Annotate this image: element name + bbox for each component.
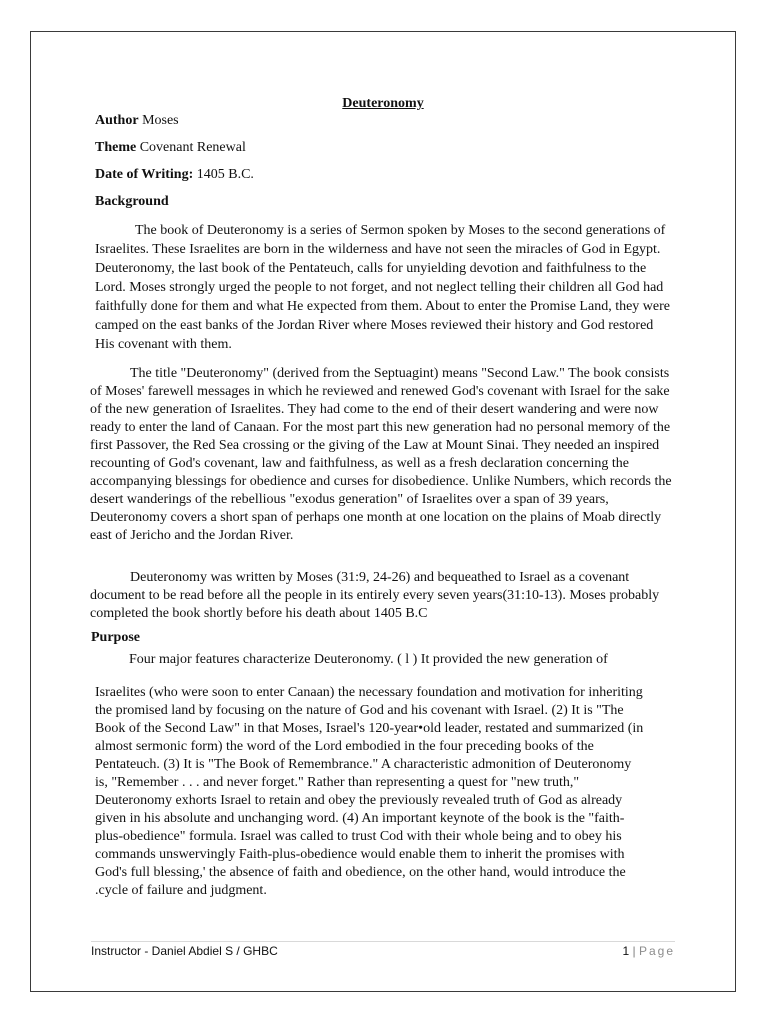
background-paragraph-1-text: The book of Deuteronomy is a series of Sermon spoken by Moses to the second generations of Israelites. These Israelites are born in the wilderness and have not seen the miracles of God in Egypt. Deuteronomy, the last book of the Pentateuch, calls for unyielding devotion and faithfulness to the Lord. Moses strongly urged the people to not forget, and not neglect telling their children all God had faithfully done for them and what He expected from them. About to enter the Promise Land, they were camped on the east banks of the Jordan River where Moses reviewed their history and God restored His covenant with them. (95, 223, 670, 352)
purpose-intro-text: Four major features characterize Deuteronomy. ( l ) It provided the new generation of (129, 652, 608, 667)
page-label: Page (638, 944, 675, 958)
date-label: Date of Writing: (95, 167, 194, 182)
background-paragraph-3-text: Deuteronomy was written by Moses (31:9, 24-26) and bequeathed to Israel as a covenant document to be read before all the people in its entirely every seven years(31:10-13). Moses probably completed the book shortly before his death about 1405 B.C (90, 570, 660, 621)
date-line (95, 167, 254, 183)
page-number: 1 (622, 944, 630, 958)
author-label: Author (95, 113, 139, 128)
author-value: Moses (142, 113, 179, 128)
page-separator: | (632, 944, 636, 958)
purpose-intro (91, 650, 677, 669)
background-paragraph-2 (90, 365, 676, 545)
background-paragraph-2-text: The title "Deuteronomy" (derived from the Septuagint) means "Second Law." The book consists of Moses' farewell messages in which he reviewed and renewed God's covenant with Israel for the sake of the new generation of Israelites. They had come to the end of their desert wandering and were now ready to enter the land of Canaan. For the most part this new generation had no personal memory of the first Passover, the Red Sea crossing or the giving of the Law at Mount Sinai. They needed an inspired recounting of God's covenant, law and faithfulness, as well as a fresh declaration concerning the accompanying blessings for obedience and curses for disobedience. Unlike Numbers, which records the desert wanderings of the rebellious "exodus generation" of Israelites over a span of 39 years, Deuteronomy covers a short span of perhaps one month at one location on the plains of Moab directly east of Jericho and the Jordan River. (90, 366, 672, 543)
footer-page-number (622, 944, 675, 958)
footer-instructor: Instructor - Daniel Abdiel S / GHBC (91, 944, 278, 958)
theme-line (95, 140, 246, 156)
footer-divider (91, 941, 675, 942)
theme-value: Covenant Renewal (139, 140, 246, 155)
document-title: Deuteronomy (342, 96, 424, 111)
theme-label: Theme (95, 140, 137, 155)
date-value: 1405 B.C. (196, 167, 254, 182)
purpose-heading: Purpose (91, 630, 140, 645)
document-page (30, 31, 736, 992)
background-heading: Background (95, 194, 169, 209)
author-line (95, 113, 179, 129)
purpose-body: Israelites (who were soon to enter Canaan) the necessary foundation and motivation for inheriting the promised land by focusing on the nature of God and his covenant with Israel. (2) It is "The Book of the Second Law" in that Moses, Israel's 120-year•old leader, restated and summarized (in almost sermonic form) the word of the Lord embodied in the four preceding books of the Pentateuch. (3) It is "The Book of Remembrance." A characteristic admonition of Deuteronomy is, "Remember . . . and never forget." Rather than representing a quest for "new truth," Deuteronomy exhorts Israel to retain and obey the previously revealed truth of God as already given in his absolute and unchanging word. (4) An important keynote of the book is the "faith-plus-obedience" formula. Israel was called to trust Cod with their whole being and to obey his commands unswervingly Faith-plus-obedience would enable them to inherit the promises with God's full blessing,' the absence of faith and obedience, on the other hand, would introduce the .cycle of failure and judgment. (95, 685, 644, 898)
background-paragraph-1 (95, 221, 675, 354)
background-paragraph-3 (90, 569, 676, 623)
